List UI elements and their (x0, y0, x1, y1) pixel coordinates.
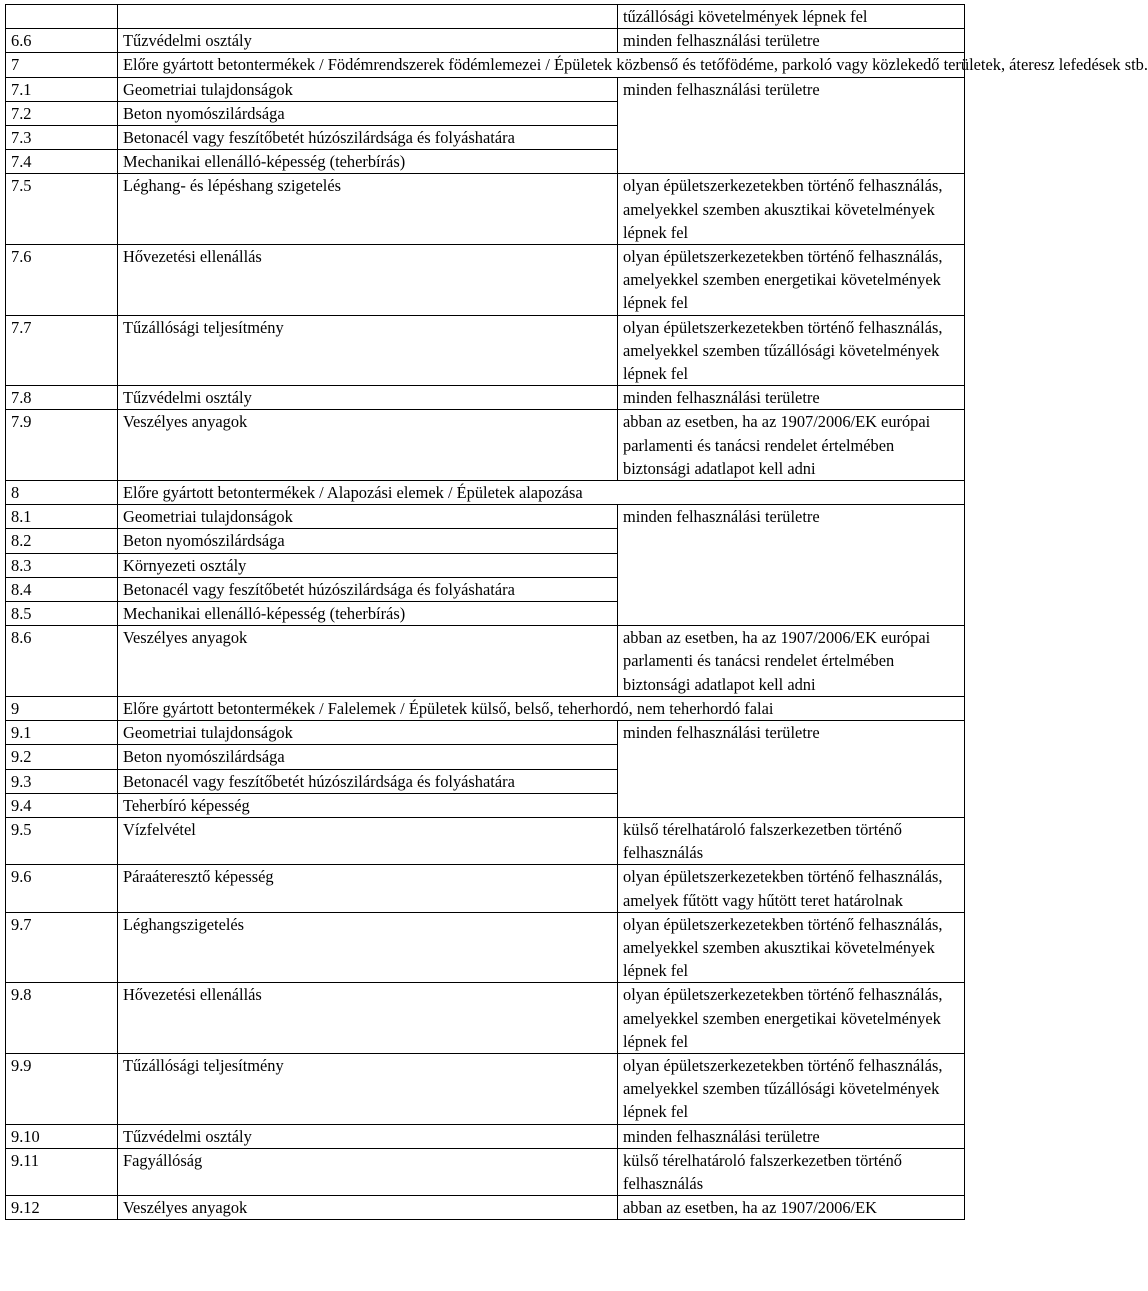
property-name: Beton nyomószilárdsága (118, 745, 618, 769)
property-name: Teherbíró képesség (118, 793, 618, 817)
table-row (6, 386, 965, 410)
property-name: Léghang- és lépéshang szigetelés (118, 174, 618, 245)
row-number: 8.5 (6, 602, 118, 626)
usage-requirement: külső térelhatároló falszerkezetben történő felhasználás (618, 817, 965, 864)
usage-requirement: abban az esetben, ha az 1907/2006/EK európai parlamenti és tanácsi rendelet értelmében biztonsági adatlapot kell adni (618, 626, 965, 697)
row-number: 7.2 (6, 101, 118, 125)
row-number: 8.6 (6, 626, 118, 697)
usage-requirement: abban az esetben, ha az 1907/2006/EK európai parlamenti és tanácsi rendelet értelmében biztonsági adatlapot kell adni (618, 410, 965, 481)
table-row (6, 410, 965, 481)
table-row (6, 817, 965, 864)
property-name (118, 5, 618, 29)
usage-requirement: olyan épületszerkezetekben történő felhasználás, amelyekkel szemben tűzállósági követelmények lépnek fel (618, 315, 965, 386)
property-name: Betonacél vagy feszítőbetét húzószilárdsága és folyáshatára (118, 577, 618, 601)
row-number: 9.3 (6, 769, 118, 793)
section-title: Előre gyártott betontermékek / Alapozási elemek / Épületek alapozása (118, 481, 965, 505)
table-row (6, 983, 965, 1054)
property-name: Geometriai tulajdonságok (118, 721, 618, 745)
row-number: 6.6 (6, 29, 118, 53)
row-number: 8.1 (6, 505, 118, 529)
usage-requirement: minden felhasználási területre (618, 721, 965, 818)
property-name: Tűzállósági teljesítmény (118, 315, 618, 386)
property-name: Mechanikai ellenálló-képesség (teherbírás) (118, 150, 618, 174)
row-number: 9.5 (6, 817, 118, 864)
section-number: 9 (6, 696, 118, 720)
row-number: 7.3 (6, 126, 118, 150)
table-row (6, 1124, 965, 1148)
row-number (6, 5, 118, 29)
property-name: Hővezetési ellenállás (118, 983, 618, 1054)
usage-requirement: tűzállósági követelmények lépnek fel (618, 5, 965, 29)
row-number: 7.8 (6, 386, 118, 410)
requirements-table (5, 4, 1148, 1220)
row-number: 9.9 (6, 1053, 118, 1124)
section-header-row (6, 696, 965, 720)
usage-requirement: abban az esetben, ha az 1907/2006/EK (618, 1196, 965, 1220)
property-name: Beton nyomószilárdsága (118, 101, 618, 125)
table-row (6, 865, 965, 912)
usage-requirement: minden felhasználási területre (618, 505, 965, 626)
property-name: Geometriai tulajdonságok (118, 505, 618, 529)
table-row (6, 315, 965, 386)
usage-requirement: minden felhasználási területre (618, 1124, 965, 1148)
property-name: Tűzvédelmi osztály (118, 1124, 618, 1148)
table-row (6, 29, 965, 53)
row-number: 8.2 (6, 529, 118, 553)
table-row (6, 1053, 965, 1124)
row-number: 7.6 (6, 245, 118, 316)
usage-requirement: olyan épületszerkezetekben történő felhasználás, amelyek fűtött vagy hűtött teret határolnak (618, 865, 965, 912)
usage-requirement: olyan épületszerkezetekben történő felhasználás, amelyekkel szemben tűzállósági követelmények lépnek fel (618, 1053, 965, 1124)
table-row (6, 1148, 965, 1195)
row-number: 9.1 (6, 721, 118, 745)
row-number: 9.12 (6, 1196, 118, 1220)
table-row (6, 77, 965, 101)
table-row (6, 912, 965, 983)
row-number: 8.3 (6, 553, 118, 577)
property-name: Tűzvédelmi osztály (118, 29, 618, 53)
section-header-row (6, 481, 965, 505)
property-name: Mechanikai ellenálló-képesség (teherbírás) (118, 602, 618, 626)
property-name: Veszélyes anyagok (118, 626, 618, 697)
usage-requirement: minden felhasználási területre (618, 77, 965, 174)
table-row (6, 626, 965, 697)
table-row (6, 1196, 965, 1220)
section-number: 7 (6, 53, 118, 77)
property-name: Páraáteresztő képesség (118, 865, 618, 912)
usage-requirement: olyan épületszerkezetekben történő felhasználás, amelyekkel szemben energetikai követelmények lépnek fel (618, 983, 965, 1054)
table-row (6, 721, 965, 745)
usage-requirement: minden felhasználási területre (618, 29, 965, 53)
usage-requirement: olyan épületszerkezetekben történő felhasználás, amelyekkel szemben akusztikai követelmények lépnek fel (618, 912, 965, 983)
property-name: Beton nyomószilárdsága (118, 529, 618, 553)
row-number: 8.4 (6, 577, 118, 601)
row-number: 7.5 (6, 174, 118, 245)
table-row (6, 245, 965, 316)
property-name: Tűzvédelmi osztály (118, 386, 618, 410)
property-name: Veszélyes anyagok (118, 410, 618, 481)
row-number: 9.4 (6, 793, 118, 817)
row-number: 9.2 (6, 745, 118, 769)
property-name: Veszélyes anyagok (118, 1196, 618, 1220)
property-name: Léghangszigetelés (118, 912, 618, 983)
row-number: 9.7 (6, 912, 118, 983)
section-number: 8 (6, 481, 118, 505)
table-row (6, 5, 965, 29)
section-title: Előre gyártott betontermékek / Födémrendszerek födémlemezei / Épületek közbenső és tetőfödéme, parkoló vagy közlekedő területek, áteresz lefedések stb. (118, 53, 965, 77)
table-row (6, 174, 965, 245)
property-name: Betonacél vagy feszítőbetét húzószilárdsága és folyáshatára (118, 769, 618, 793)
row-number: 7.4 (6, 150, 118, 174)
property-name: Tűzállósági teljesítmény (118, 1053, 618, 1124)
row-number: 9.11 (6, 1148, 118, 1195)
row-number: 7.1 (6, 77, 118, 101)
usage-requirement: minden felhasználási területre (618, 386, 965, 410)
section-title: Előre gyártott betontermékek / Falelemek / Épületek külső, belső, teherhordó, nem teherhordó falai (118, 696, 965, 720)
row-number: 9.8 (6, 983, 118, 1054)
row-number: 7.7 (6, 315, 118, 386)
property-name: Vízfelvétel (118, 817, 618, 864)
property-name: Betonacél vagy feszítőbetét húzószilárdsága és folyáshatára (118, 126, 618, 150)
section-header-row (6, 53, 965, 77)
usage-requirement: külső térelhatároló falszerkezetben történő felhasználás (618, 1148, 965, 1195)
table-row (6, 505, 965, 529)
property-name: Geometriai tulajdonságok (118, 77, 618, 101)
row-number: 9.6 (6, 865, 118, 912)
usage-requirement: olyan épületszerkezetekben történő felhasználás, amelyekkel szemben energetikai követelmények lépnek fel (618, 245, 965, 316)
property-name: Fagyállóság (118, 1148, 618, 1195)
row-number: 7.9 (6, 410, 118, 481)
row-number: 9.10 (6, 1124, 118, 1148)
usage-requirement: olyan épületszerkezetekben történő felhasználás, amelyekkel szemben akusztikai követelmények lépnek fel (618, 174, 965, 245)
property-name: Környezeti osztály (118, 553, 618, 577)
property-name: Hővezetési ellenállás (118, 245, 618, 316)
